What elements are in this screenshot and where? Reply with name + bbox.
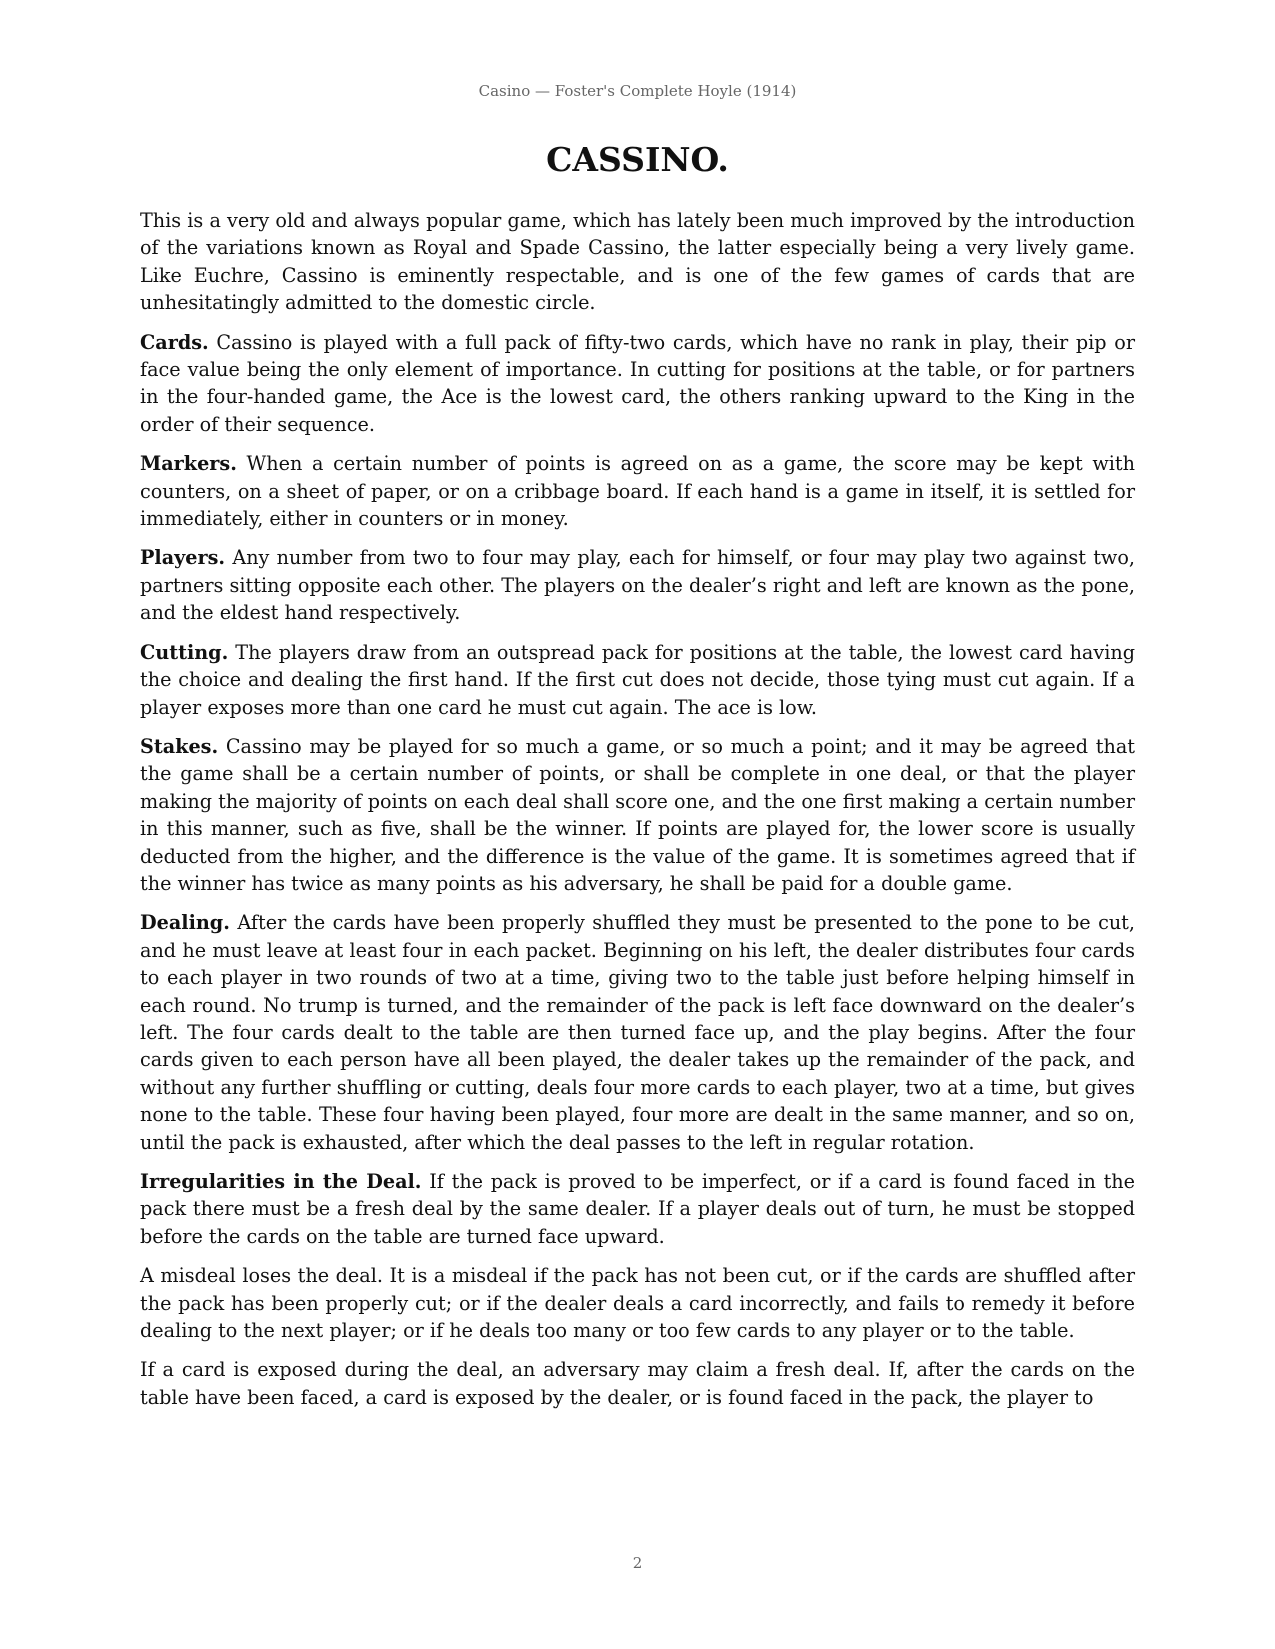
paragraph-lead: Cutting. (140, 640, 229, 664)
running-header: Casino — Foster's Complete Hoyle (1914) (478, 82, 797, 100)
paragraph-text: Any number from two to four may play, each for himself, or four may play two against two, partners sitting opposite each other. The players on the dealer’s right and left are known as the pone, and the eldest hand respectively. (140, 546, 1135, 625)
paragraph-markers (140, 450, 1135, 532)
paragraph-text: After the cards have been properly shuffled they must be presented to the pone to be cut, and he must leave at least four in each packet. Beginning on his left, the dealer distributes four cards to each player in two rounds of two at a time, giving two to the table just before helping himself in each round. No trump is turned, and the remainder of the pack is left face downward on the dealer’s left. The four cards dealt to the table are then turned face up, and the play begins. After the four cards given to each person have all been played, the dealer takes up the remainder of the pack, and without any further shuffling or cutting, deals four more cards to each player, two at a time, but gives none to the table. These four having been played, four more are dealt in the same manner, and so on, until the pack is exhausted, after which the deal passes to the left in regular rotation. (140, 911, 1135, 1154)
page-number: 2 (632, 1554, 643, 1572)
paragraph-text: If a card is exposed during the deal, an adversary may claim a fresh deal. If, after the cards on the table have been faced, a card is exposed by the dealer, or is found faced in the pack, the player to (140, 1358, 1135, 1409)
paragraph-irregularities (140, 1168, 1135, 1250)
paragraph-text: Cassino may be played for so much a game, or so much a point; and it may be agreed that the game shall be a certain number of points, or shall be complete in one deal, or that the player making the majority of points on each deal shall score one, and the one first making a certain number in this manner, such as five, shall be the winner. If points are played for, the lower score is usually deducted from the higher, and the difference is the value of the game. It is sometimes agreed that if the winner has twice as many points as his adversary, he shall be paid for a double game. (140, 734, 1135, 895)
paragraph-text: This is a very old and always popular game, which has lately been much improved by the introduction of the variations known as Royal and Spade Cassino, the latter especially being a very lively game. Like Euchre, Cassino is eminently respectable, and is one of the few games of cards that are unhesitatingly admitted to the domestic circle. (140, 209, 1135, 315)
paragraph-intro (140, 207, 1135, 317)
paragraph-text: The players draw from an outspread pack for positions at the table, the lowest card having the choice and dealing the first hand. If the first cut does not decide, those tying must cut again. If a player exposes more than one card he must cut again. The ace is low. (140, 640, 1135, 719)
paragraph-cutting (140, 639, 1135, 721)
paragraph-text: When a certain number of points is agreed on as a game, the score may be kept with counters, on a sheet of paper, or on a cribbage board. If each hand is a game in itself, it is settled for immediately, either in counters or in money. (140, 452, 1135, 531)
paragraph-exposed-card (140, 1356, 1135, 1411)
paragraph-dealing (140, 909, 1135, 1156)
paragraph-lead: Players. (140, 546, 226, 570)
paragraph-lead: Stakes. (140, 734, 219, 758)
paragraph-stakes (140, 733, 1135, 897)
paragraph-lead: Cards. (140, 330, 209, 354)
paragraph-lead: Dealing. (140, 911, 230, 935)
paragraph-text: Cassino is played with a full pack of fifty-two cards, which have no rank in play, their pip or face value being the only element of importance. In cutting for positions at the table, or for partners in the four-handed game, the Ace is the lowest card, the others ranking upward to the King in the order of their sequence. (140, 330, 1135, 436)
paragraph-lead: Irregularities in the Deal. (140, 1170, 422, 1193)
paragraph-text: If the pack is proved to be imperfect, or if a card is found faced in the pack there must be a fresh deal by the same dealer. If a player deals out of turn, he must be stopped before the cards on the table are turned face upward. (140, 1170, 1135, 1248)
page-title: CASSINO. (546, 140, 729, 179)
paragraph-cards (140, 329, 1135, 439)
body-text (140, 207, 1135, 1423)
paragraph-players (140, 544, 1135, 626)
paragraph-misdeal (140, 1262, 1135, 1344)
paragraph-text: A misdeal loses the deal. It is a misdeal if the pack has not been cut, or if the cards are shuffled after the pack has been properly cut; or if the dealer deals a card incorrectly, and fails to remedy it before dealing to the next player; or if he deals too many or too few cards to any player or to the table. (140, 1264, 1135, 1343)
paragraph-lead: Markers. (140, 452, 237, 476)
